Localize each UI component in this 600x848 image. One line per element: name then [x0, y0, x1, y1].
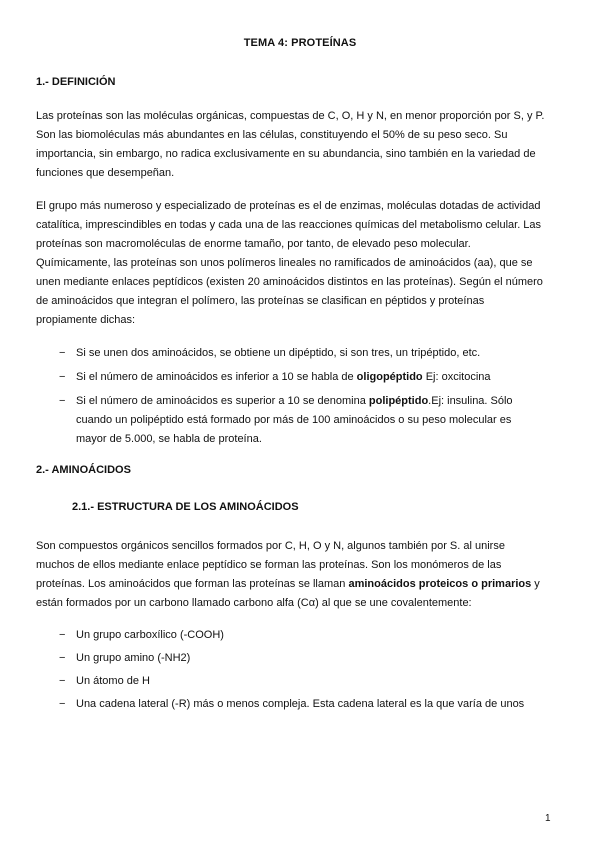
list-item-text: Una cadena lateral (-R) más o menos compleja. Esta cadena lateral es la que varía de unos — [76, 698, 525, 710]
text-line: están formados por un carbono llamado carbono alfa (Cα) al que se une covalentemente: — [36, 597, 472, 609]
text-line: El grupo más numeroso y especializado de proteínas es el de enzimas, moléculas dotadas de actividad — [36, 200, 541, 212]
list-item — [59, 626, 559, 645]
list-item-text-part: Si el número de aminoácidos es superior a 10 se denomina — [76, 395, 369, 407]
bullet-dash: − — [59, 675, 66, 687]
bullet-dash: − — [59, 652, 66, 664]
section-heading-definicion: 1.- DEFINICIÓN — [36, 76, 116, 88]
list-item — [59, 344, 559, 363]
list-item — [59, 368, 559, 387]
list-item — [59, 672, 559, 691]
list-item-text-part: Si se unen dos aminoácidos, se obtiene un dipéptido, si son tres, un tripéptido, etc. — [76, 347, 481, 359]
bullet-dash: − — [59, 698, 66, 710]
text-line: funciones que desempeñan. — [36, 167, 175, 179]
text-part: y — [531, 578, 540, 590]
list-item-text: Un grupo amino (-NH2) — [76, 652, 191, 664]
list-item-continuation: cuando un polipéptido está formado por más de 100 aminoácidos o su peso molecular es — [76, 414, 512, 426]
list-item — [59, 649, 559, 668]
bullet-dash: − — [59, 371, 66, 383]
list-item-continuation: mayor de 5.000, se habla de proteína. — [76, 433, 262, 445]
term-aminoacidos-proteicos: aminoácidos proteicos o — [348, 578, 479, 590]
text-line: Son compuestos orgánicos sencillos formados por C, H, O y N, algunos también por S. al unirse — [36, 540, 505, 552]
term-polipeptido: polipéptido — [368, 395, 429, 407]
text-line: Químicamente, las proteínas son unos polímeros lineales no ramificados de aminoácidos (aa), que se — [36, 257, 533, 269]
bullet-dash: − — [59, 347, 66, 359]
paragraph-definicion-1 — [36, 107, 560, 183]
term-oligopeptido: oligopéptido — [356, 371, 423, 383]
list-item — [59, 392, 559, 449]
list-item-text — [59, 368, 559, 387]
text-part: proteínas. Los aminoácidos que forman las proteínas se llaman — [36, 578, 349, 590]
text-line: Son las biomoléculas más abundantes en las células, constituyendo el 50% de su peso seco. Su — [36, 129, 508, 141]
subsection-heading-estructura: 2.1.- ESTRUCTURA DE LOS AMINOÁCIDOS — [72, 501, 299, 513]
bullet-dash: − — [59, 395, 66, 407]
text-line: proteínas son macromoléculas de enorme tamaño, por tanto, de elevado peso molecular. — [36, 238, 471, 250]
text-line — [36, 575, 560, 594]
page-number: 1 — [545, 813, 551, 824]
list-item-text-part: Si el número de aminoácidos es inferior a 10 se habla de — [76, 371, 357, 383]
text-line: Las proteínas son las moléculas orgánicas, compuestas de C, O, H y N, en menor proporción por S, y P. — [36, 110, 545, 122]
term-primarios: primarios — [481, 578, 532, 590]
bullet-dash: − — [59, 629, 66, 641]
list-item-text — [59, 344, 559, 363]
page-title: TEMA 4: PROTEÍNAS — [243, 37, 357, 49]
list-item-text-part: .Ej: insulina. Sólo — [428, 395, 513, 407]
paragraph-aminoacidos — [36, 537, 560, 613]
text-line: de aminoácidos que integran el polímero, las proteínas se clasifican en péptidos y proteínas — [36, 295, 485, 307]
text-line: catalítica, imprescindibles en todas y cada una de las reacciones químicas del metabolismo celular. Las — [36, 219, 542, 231]
text-line: propiamente dichas: — [36, 314, 136, 326]
list-item — [59, 695, 559, 714]
list-item-text-part: Ej: oxcitocina — [422, 371, 491, 383]
text-line: unen mediante enlaces peptídicos (existen 20 aminoácidos distintos en las proteínas). Según el número — [36, 276, 543, 288]
list-item-text: Un átomo de H — [76, 675, 150, 687]
list-item-text: Un grupo carboxílico (-COOH) — [76, 629, 224, 641]
list-item-text — [59, 392, 559, 411]
text-line: importancia, sin embargo, no radica exclusivamente en su abundancia, sino también en la variedad de — [36, 148, 536, 160]
paragraph-definicion-2 — [36, 197, 560, 330]
text-line: muchos de ellos mediante enlace peptídico se forman las proteínas. Son los monómeros de las — [36, 559, 502, 571]
section-heading-aminoacidos: 2.- AMINOÁCIDOS — [36, 464, 131, 476]
